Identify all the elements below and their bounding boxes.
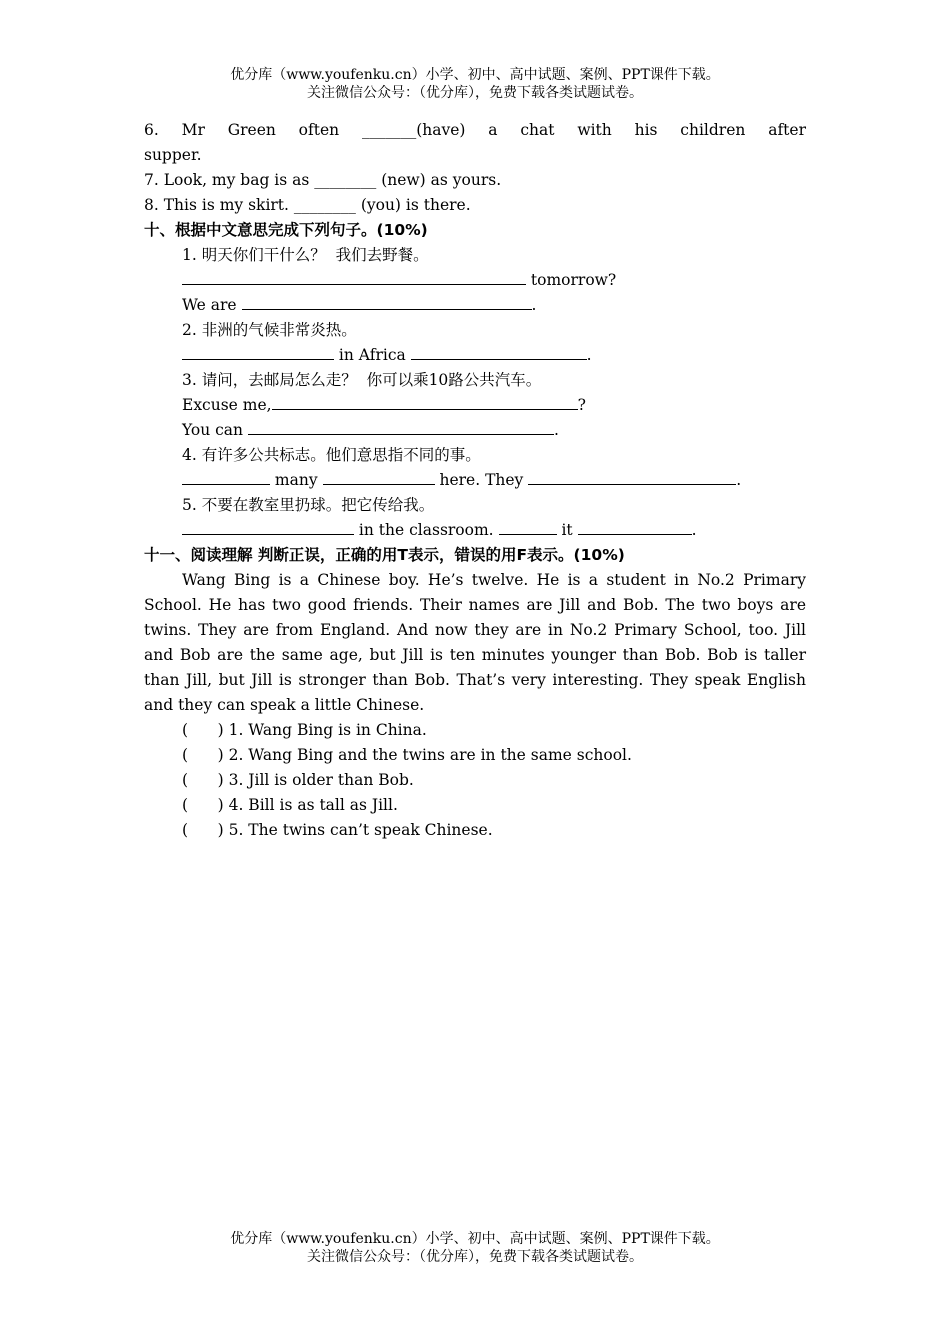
answer-blank[interactable]: [528, 469, 736, 485]
question-6-continued: supper.: [144, 146, 202, 164]
s10-q3-chinese: 3. 请问，去邮局怎么走？ 你可以乘10路公共汽车。: [182, 371, 542, 389]
period: .: [691, 521, 697, 539]
s10-q3-b-lead: You can: [182, 421, 248, 439]
s10-q5-chinese: 5. 不要在教室里扔球。把它传给我。: [182, 496, 435, 514]
reading-passage: Wang Bing is a Chinese boy. He’s twelve. He is a student in No.2 Primary School. He has two good friends. Their names are Jill and Bob. The two boys are twins. They are from England. And now they are in No.2 Primary School, too. Jill and Bob are the same age, but Jill is ten minutes younger than Bob. Bob is taller than Jill, but Jill is stronger than Bob. That’s very interesting. They speak English and they can speak a little Chinese.: [144, 571, 806, 714]
s10-q3-lead: Excuse me,: [182, 396, 272, 414]
period: .: [553, 421, 559, 439]
s10-q1-lead: We are: [182, 296, 242, 314]
question-8: 8. This is my skirt. ________ (you) is there.: [144, 196, 471, 214]
s10-q3-answer-line-a: [144, 393, 806, 418]
s10-q3-answer-line-b: [144, 418, 806, 443]
tf-item-4[interactable]: ( ) 4. Bill is as tall as Jill.: [182, 796, 398, 814]
answer-blank[interactable]: [182, 344, 334, 360]
worksheet-body: [144, 118, 806, 843]
answer-blank[interactable]: [272, 394, 578, 410]
answer-blank[interactable]: [248, 419, 554, 435]
s10-q1-answer-line-a: [144, 268, 806, 293]
s10-q5-answer-line: [144, 518, 806, 543]
s10-q1-chinese: 1. 明天你们干什么？ 我们去野餐。: [182, 246, 429, 264]
footer-line-2: 关注微信公众号：（优分库），免费下载各类试题试卷。: [307, 1249, 643, 1265]
page-footer: [0, 1230, 950, 1266]
tf-item-5[interactable]: ( ) 5. The twins can’t speak Chinese.: [182, 821, 493, 839]
question-mark: ?: [577, 396, 586, 414]
answer-blank[interactable]: [182, 469, 270, 485]
s10-q4-answer-line: [144, 468, 806, 493]
answer-blank[interactable]: [411, 344, 587, 360]
s10-q1-answer-line-b: [144, 293, 806, 318]
answer-blank[interactable]: [578, 519, 692, 535]
s10-q2-mid: in Africa: [334, 346, 411, 364]
s10-q2-chinese: 2. 非洲的气候非常炎热。: [182, 321, 357, 339]
answer-blank[interactable]: [499, 519, 557, 535]
s10-q4-mid1: many: [270, 471, 323, 489]
s10-q5-mid1: in the classroom.: [354, 521, 499, 539]
s10-q4-chinese: 4. 有许多公共标志。他们意思指不同的事。: [182, 446, 481, 464]
page-header: [0, 66, 950, 102]
answer-blank[interactable]: [323, 469, 435, 485]
period: .: [736, 471, 742, 489]
section-10-title: 十、根据中文意思完成下列句子。(10%): [144, 221, 428, 239]
header-line-2: 关注微信公众号：（优分库），免费下载各类试题试卷。: [307, 85, 643, 101]
footer-line-1: 优分库（www.youfenku.cn）小学、初中、高中试题、案例、PPT课件下载。: [230, 1231, 720, 1247]
tf-item-2[interactable]: ( ) 2. Wang Bing and the twins are in the same school.: [182, 746, 632, 764]
s10-q2-answer-line: [144, 343, 806, 368]
period: .: [586, 346, 592, 364]
s10-q4-mid2: here. They: [434, 471, 529, 489]
answer-blank[interactable]: [182, 269, 526, 285]
question-7: 7. Look, my bag is as ________ (new) as yours.: [144, 171, 502, 189]
question-6: 6. Mr Green often _______(have) a chat with his children after: [144, 121, 806, 139]
answer-blank[interactable]: [242, 294, 532, 310]
s10-q1-tail: tomorrow?: [526, 271, 617, 289]
period: .: [531, 296, 537, 314]
section-11-title: 十一、阅读理解 判断正误，正确的用T表示，错误的用F表示。(10%): [144, 546, 625, 564]
tf-item-1[interactable]: ( ) 1. Wang Bing is in China.: [182, 721, 427, 739]
s10-q5-mid2: it: [556, 521, 578, 539]
tf-item-3[interactable]: ( ) 3. Jill is older than Bob.: [182, 771, 414, 789]
answer-blank[interactable]: [182, 519, 354, 535]
header-line-1: 优分库（www.youfenku.cn）小学、初中、高中试题、案例、PPT课件下载。: [230, 67, 720, 83]
